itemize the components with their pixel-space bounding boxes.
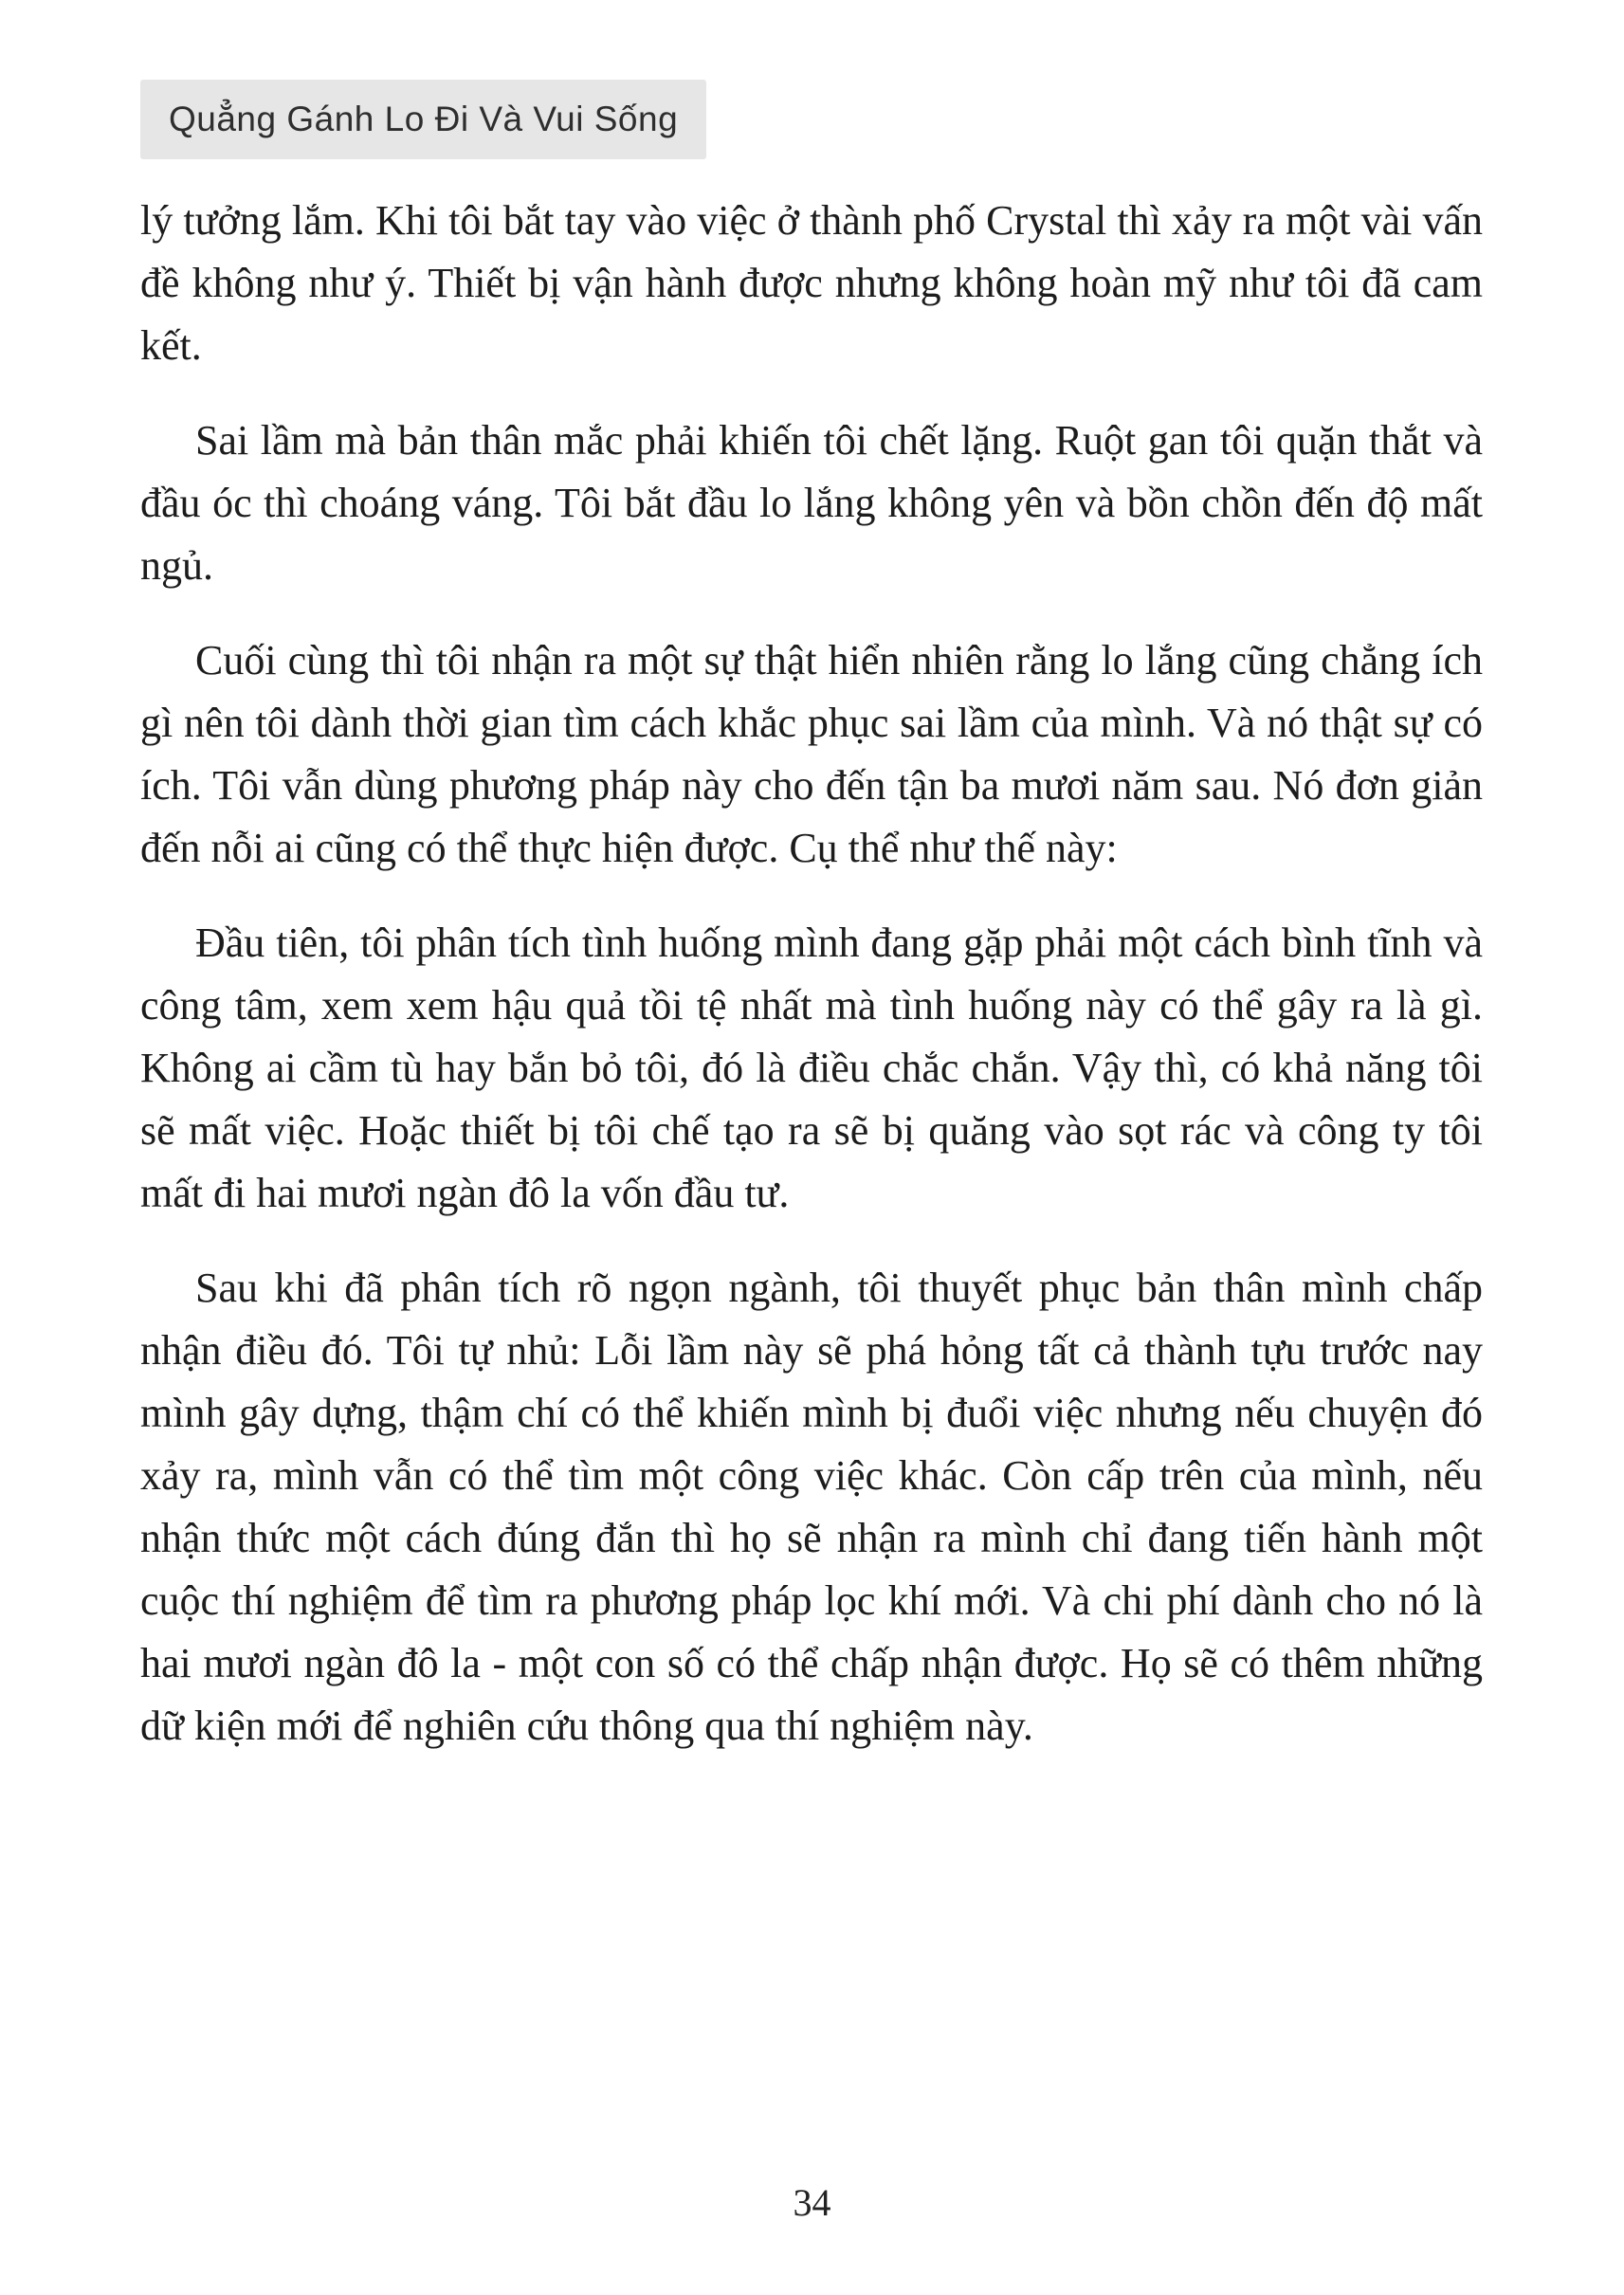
page-number: 34 — [793, 2181, 831, 2224]
paragraph: Cuối cùng thì tôi nhận ra một sự thật hiển nhiên rằng lo lắng cũng chẳng ích gì nên tôi dành thời gian tìm cách khắc phục sai lầm của mình. Và nó thật sự có ích. Tôi vẫn dùng phương pháp này cho đến tận ba mươi năm sau. Nó đơn giản đến nỗi ai cũng có thể thực hiện được. Cụ thể như thế này: — [140, 637, 1483, 871]
paragraph: Đầu tiên, tôi phân tích tình huống mình đang gặp phải một cách bình tĩnh và công tâm, xem xem hậu quả tồi tệ nhất mà tình huống này có thể gây ra là gì. Không ai cầm tù hay bắn bỏ tôi, đó là điều chắc chắn. Vậy thì, có khả năng tôi sẽ mất việc. Hoặc thiết bị tôi chế tạo ra sẽ bị quăng vào sọt rác và công ty tôi mất đi hai mươi ngàn đô la vốn đầu tư. — [140, 920, 1483, 1216]
paragraph: Sau khi đã phân tích rõ ngọn ngành, tôi thuyết phục bản thân mình chấp nhận điều đó. Tôi tự nhủ: Lỗi lầm này sẽ phá hỏng tất cả thành tựu trước nay mình gây dựng, thậm chí có thể khiến mình bị đuổi việc nhưng nếu chuyện đó xảy ra, mình vẫn có thể tìm một công việc khác. Còn cấp trên của mình, nếu nhận thức một cách đúng đắn thì họ sẽ nhận ra mình chỉ đang tiến hành một cuộc thí nghiệm để tìm ra phương pháp lọc khí mới. Và chi phí dành cho nó là hai mươi ngàn đô la - một con số có thể chấp nhận được. Họ sẽ có thêm những dữ kiện mới để nghiên cứu thông qua thí nghiệm này. — [140, 1265, 1483, 1749]
book-title: Quẳng Gánh Lo Đi Và Vui Sống — [169, 100, 679, 138]
running-header — [140, 80, 706, 159]
paragraph: lý tưởng lắm. Khi tôi bắt tay vào việc ở thành phố Crystal thì xảy ra một vài vấn đề không như ý. Thiết bị vận hành được nhưng không hoàn mỹ như tôi đã cam kết. — [140, 197, 1483, 369]
paragraph: Sai lầm mà bản thân mắc phải khiến tôi chết lặng. Ruột gan tôi quặn thắt và đầu óc thì choáng váng. Tôi bắt đầu lo lắng không yên và bồn chồn đến độ mất ngủ. — [140, 417, 1483, 589]
page-body — [140, 190, 1483, 1790]
